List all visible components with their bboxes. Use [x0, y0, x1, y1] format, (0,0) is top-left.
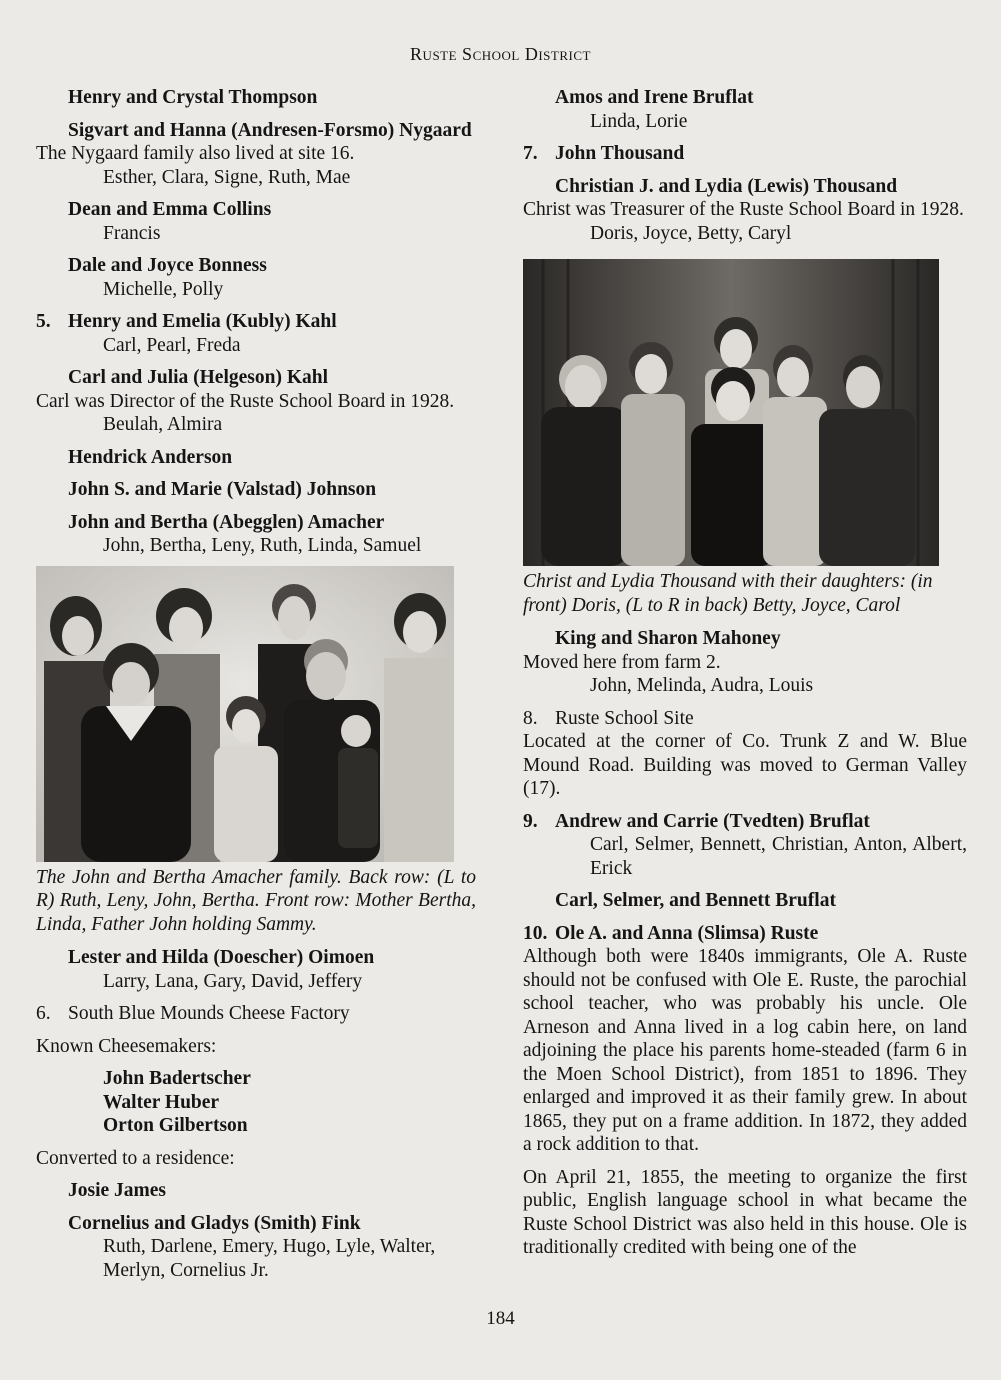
family-name	[36, 310, 476, 334]
entry	[36, 1212, 476, 1283]
family-name: John and Bertha (Abegglen) Amacher	[68, 511, 385, 533]
family-name: John S. and Marie (Valstad) Johnson	[68, 479, 377, 500]
children-list: Michelle, Polly	[103, 278, 224, 300]
entry	[523, 627, 967, 698]
converted-label: Converted to a residence:	[36, 1147, 235, 1169]
family-name: Dean and Emma Collins	[68, 199, 272, 220]
children-list: Carl, Pearl, Freda	[103, 334, 241, 356]
entry	[36, 366, 476, 437]
right-column	[523, 86, 967, 1269]
family-name	[523, 810, 967, 834]
entry	[36, 511, 476, 558]
entry	[523, 922, 967, 1260]
thousand-family-photo	[523, 259, 939, 566]
entry-paragraph: On April 21, 1855, the meeting to organize the first public, English language school in what became the Ruste School District was also held in this house. Ole is traditionally credited with being one of the	[523, 1166, 967, 1258]
photo-image	[36, 566, 454, 862]
family-name: Carl and Julia (Helgeson) Kahl	[68, 367, 329, 388]
family-name-text: Ole A. and Anna (Slimsa) Ruste	[555, 922, 819, 944]
cheesemakers-label: Known Cheesemakers:	[36, 1035, 217, 1057]
entry	[523, 86, 967, 133]
left-column	[36, 86, 476, 1291]
family-name: Hendrick Anderson	[68, 446, 233, 468]
entry	[523, 175, 967, 246]
site-number: 8.	[523, 707, 538, 729]
entry	[523, 810, 967, 881]
site-number: 9.	[523, 810, 538, 832]
entry	[36, 119, 476, 190]
children-list: Ruth, Darlene, Emery, Hugo, Lyle, Walter, Merlyn, Cornelius Jr.	[103, 1236, 436, 1281]
entry	[36, 1147, 476, 1171]
family-name: Cornelius and Gladys (Smith) Fink	[68, 1212, 361, 1234]
family-name: Dale and Joyce Bonness	[68, 255, 267, 276]
site-number: 6.	[36, 1003, 51, 1024]
site-number: 7.	[523, 143, 538, 164]
children-list: Linda, Lorie	[590, 110, 688, 132]
entry	[36, 86, 476, 110]
family-name	[523, 142, 967, 166]
children-list: John, Bertha, Leny, Ruth, Linda, Samuel	[103, 535, 422, 556]
family-name-text: John Thousand	[555, 143, 685, 164]
photo-caption: The John and Bertha Amacher family. Back row: (L to R) Ruth, Leny, John, Bertha. Front row: Mother Bertha, Linda, Father John holding Sammy.	[36, 866, 476, 935]
entry	[36, 254, 476, 301]
family-name: Josie James	[68, 1180, 167, 1201]
page-header: Ruste School District	[410, 44, 591, 64]
site-number: 10.	[523, 922, 548, 944]
family-name: Henry and Crystal Thompson	[68, 87, 318, 108]
family-name-text: Andrew and Carrie (Tvedten) Bruflat	[555, 810, 870, 832]
entry	[36, 1035, 476, 1138]
cheesemaker-name: John Badertscher	[103, 1068, 251, 1089]
entry	[36, 1002, 476, 1026]
children-list: Larry, Lana, Gary, David, Jeffery	[103, 970, 363, 992]
children-list: Esther, Clara, Signe, Ruth, Mae	[103, 166, 351, 188]
entry-note: Moved here from farm 2.	[523, 651, 721, 673]
entry	[523, 707, 967, 801]
entry	[36, 946, 476, 993]
family-name-text: Henry and Emelia (Kubly) Kahl	[68, 311, 337, 332]
family-name: Amos and Irene Bruflat	[555, 87, 754, 108]
family-name: Carl, Selmer, and Bennett Bruflat	[555, 890, 836, 911]
site-label: South Blue Mounds Cheese Factory	[68, 1003, 350, 1024]
family-name: Sigvart and Hanna (Andresen-Forsmo) Nygaard	[68, 119, 472, 141]
site-number: 5.	[36, 311, 51, 332]
entry-paragraph: Although both were 1840s immigrants, Ole A. Ruste should not be confused with Ole E. Ruste, the parochial school teacher, who was probably his uncle. Ole Arneson and Anna lived in a log cabin here, on land adjoining the place his parents home-steaded (farm 6 in the Moen School District), from 1851 to 1896. They enlarged and improved it as their family grew. In about 1865, they put on a frame addition. In 1872, they added a rock addition to that.	[523, 946, 967, 1155]
children-list: Francis	[103, 222, 161, 244]
photo-image	[523, 259, 939, 566]
amacher-family-photo	[36, 566, 454, 862]
entry	[523, 142, 967, 166]
entry	[36, 198, 476, 245]
family-name: Christian J. and Lydia (Lewis) Thousand	[555, 175, 898, 197]
entry-note: The Nygaard family also lived at site 16.	[36, 143, 355, 164]
children-list: John, Melinda, Audra, Louis	[590, 675, 814, 696]
entry	[36, 310, 476, 357]
entry	[523, 889, 967, 913]
photo-caption: Christ and Lydia Thousand with their daughters: (in front) Doris, (L to R in back) Betty, Joyce, Carol	[523, 571, 933, 616]
page-number: 184	[486, 1308, 515, 1329]
children-list: Doris, Joyce, Betty, Caryl	[590, 222, 792, 244]
family-name: Lester and Hilda (Doescher) Oimoen	[68, 947, 375, 968]
entry-note: Carl was Director of the Ruste School Board in 1928.	[36, 390, 455, 412]
children-list: Carl, Selmer, Bennett, Christian, Anton, Albert, Erick	[590, 834, 967, 879]
cheesemaker-name: Walter Huber	[103, 1091, 220, 1113]
family-name: King and Sharon Mahoney	[555, 628, 781, 649]
entry	[36, 446, 476, 470]
cheesemaker-name: Orton Gilbertson	[103, 1115, 248, 1136]
entry	[36, 1179, 476, 1203]
entry-note: Located at the corner of Co. Trunk Z and W. Blue Mound Road. Building was moved to German Valley (17).	[523, 731, 967, 799]
entry	[36, 478, 476, 502]
family-name	[523, 922, 967, 946]
entry-note: Christ was Treasurer of the Ruste School Board in 1928.	[523, 199, 964, 220]
site-label: Ruste School Site	[555, 707, 694, 729]
children-list: Beulah, Almira	[103, 414, 223, 435]
